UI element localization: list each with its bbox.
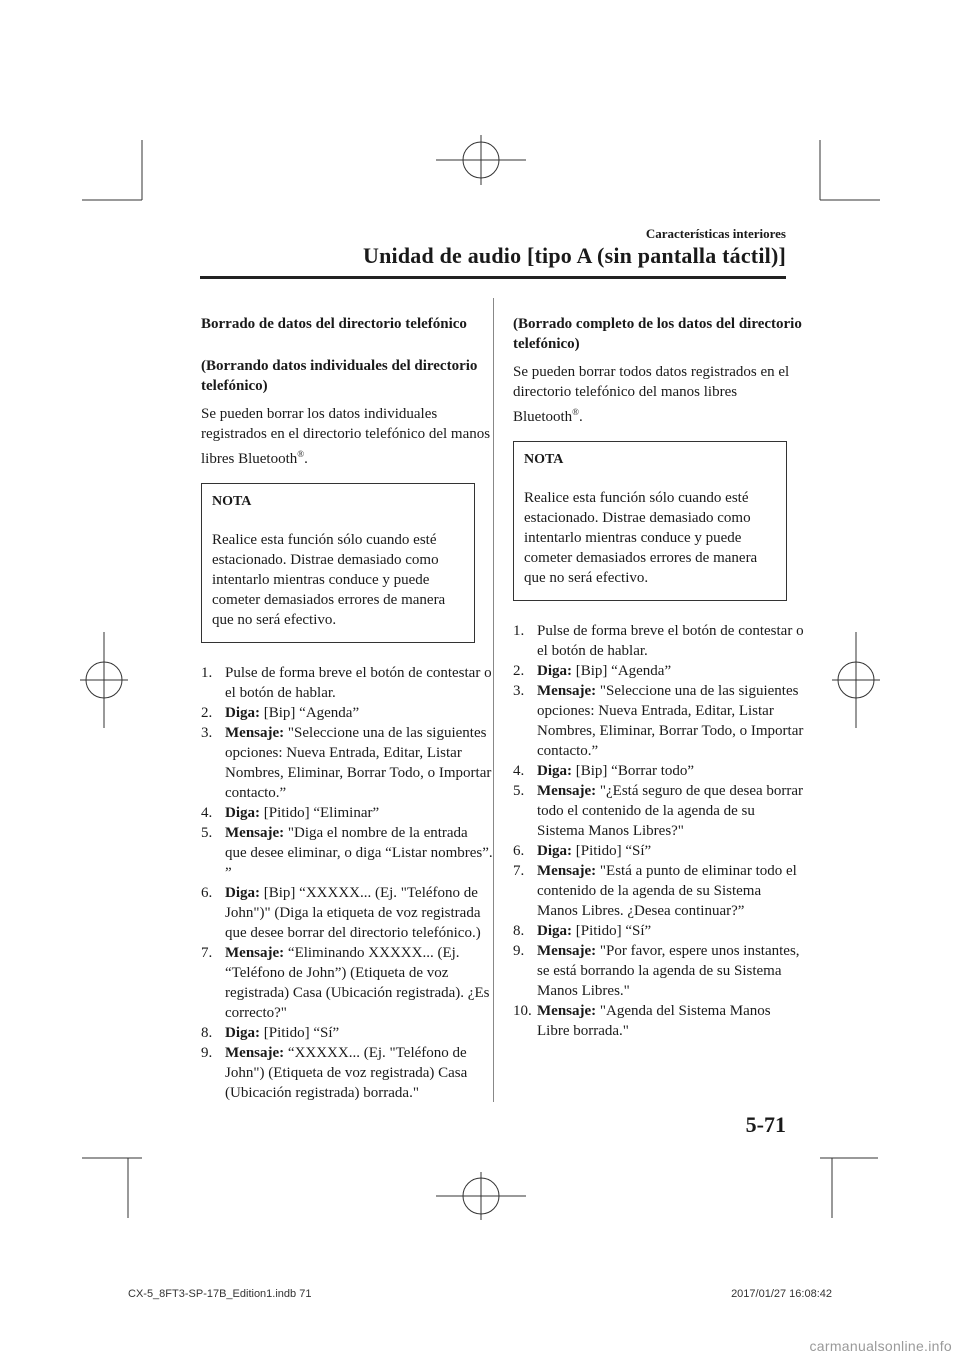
note-title: NOTA: [212, 494, 252, 509]
step-text: [Bip] “Agenda”: [260, 705, 360, 721]
step-item: [513, 941, 805, 1001]
footer-timestamp: 2017/01/27 16:08:42: [731, 1288, 832, 1300]
step-text: "¿Está seguro de que desea borrar todo el contenido de la agenda de su Sistema Manos Libres?": [537, 783, 804, 839]
step-number: 5.: [201, 825, 213, 841]
step-number: 7.: [513, 863, 525, 879]
note-body: Realice esta función sólo cuando esté estacionado. Distrae demasiado como intentarlo mientras conduce y puede cometer demasiados errores de manera que no será efectivo.: [524, 490, 758, 586]
step-label: Diga:: [225, 1025, 260, 1041]
step-number: 7.: [201, 945, 213, 961]
step-item: [513, 841, 805, 861]
step-item: [513, 1001, 805, 1041]
step-number: 9.: [513, 943, 525, 959]
right-column: [513, 314, 805, 1041]
step-text: [Bip] “Agenda”: [572, 663, 672, 679]
step-label: Mensaje:: [537, 863, 597, 879]
step-text: [Pitido] “Sí”: [572, 923, 652, 939]
intro-text-end: .: [579, 409, 583, 425]
intro-text: [513, 362, 805, 427]
left-column: [201, 314, 493, 1103]
step-item: [513, 921, 805, 941]
step-label: Diga:: [537, 763, 572, 779]
step-label: Diga:: [537, 843, 572, 859]
step-text: "Seleccione una de las siguientes opciones: Nueva Entrada, Editar, Listar Nombres, Eliminar, Borrar Todo, o Importar contacto.”: [225, 725, 492, 801]
registered-mark: ®: [297, 449, 305, 459]
step-item: [513, 661, 805, 681]
step-number: 2.: [513, 663, 525, 679]
note-box: [513, 441, 787, 601]
step-number: 1.: [201, 665, 213, 681]
step-label: Mensaje:: [537, 1003, 597, 1019]
step-label: Diga:: [537, 663, 572, 679]
step-number: 9.: [201, 1045, 213, 1061]
intro-text-end: .: [304, 451, 308, 467]
steps-list: [201, 663, 493, 1103]
subheading-individual: (Borrando datos individuales del directorio telefónico): [201, 358, 478, 394]
step-text: "Está a punto de eliminar todo el contenido de la agenda de su Sistema Manos Libres. ¿Desea continuar?”: [537, 863, 797, 919]
footer-file: CX-5_8FT3-SP-17B_Edition1.indb 71: [128, 1288, 312, 1300]
step-number: 2.: [201, 705, 213, 721]
step-number: 6.: [513, 843, 525, 859]
step-label: Mensaje:: [537, 783, 597, 799]
step-text: Pulse de forma breve el botón de contestar o el botón de hablar.: [537, 623, 804, 659]
step-text: "Por favor, espere unos instantes, se está borrando la agenda de su Sistema Manos Libres.": [537, 943, 800, 999]
intro-text: [201, 404, 493, 469]
step-text: [Pitido] “Sí”: [572, 843, 652, 859]
step-text: Pulse de forma breve el botón de contestar o el botón de hablar.: [225, 665, 492, 701]
step-number: 6.: [201, 885, 213, 901]
step-item: [513, 761, 805, 781]
step-label: Mensaje:: [225, 1045, 285, 1061]
note-body: Realice esta función sólo cuando esté estacionado. Distrae demasiado como intentarlo mientras conduce y puede cometer demasiados errores de manera que no será efectivo.: [212, 532, 446, 628]
step-item: [513, 861, 805, 921]
step-item: [201, 723, 493, 803]
step-item: [513, 781, 805, 841]
note-box: [201, 483, 475, 643]
page-number: 5-71: [745, 1112, 786, 1137]
step-label: Mensaje:: [537, 943, 597, 959]
step-item: [201, 703, 493, 723]
section-label: Características interiores: [645, 226, 786, 241]
header-rule: [200, 276, 786, 279]
step-number: 4.: [513, 763, 525, 779]
steps-list: [513, 621, 805, 1041]
intro-text-body: Se pueden borrar todos datos registrados en el directorio telefónico del manos libres Bluetooth: [513, 364, 790, 425]
step-number: 4.: [201, 805, 213, 821]
step-text: [Pitido] “Sí”: [260, 1025, 340, 1041]
section-heading: Borrado de datos del directorio telefónico: [201, 316, 467, 332]
step-item: [201, 883, 493, 943]
step-label: Diga:: [537, 923, 572, 939]
step-label: Mensaje:: [225, 725, 285, 741]
step-number: 8.: [201, 1025, 213, 1041]
step-text: "Seleccione una de las siguientes opciones: Nueva Entrada, Editar, Listar Nombres, Eliminar, Borrar Todo, o Importar contacto.”: [537, 683, 804, 759]
step-number: 8.: [513, 923, 525, 939]
registered-mark: ®: [572, 407, 580, 417]
step-text: "Agenda del Sistema Manos Libre borrada.": [537, 1003, 771, 1039]
column-divider: [493, 298, 494, 1102]
step-text: [Bip] “XXXXX... (Ej. "Teléfono de John")" (Diga la etiqueta de voz registrada que desee borrar del directorio telefónico.): [225, 885, 481, 941]
step-label: Mensaje:: [537, 683, 597, 699]
step-item: [201, 663, 493, 703]
step-item: [201, 803, 493, 823]
step-text: [Pitido] “Eliminar”: [260, 805, 380, 821]
step-label: Diga:: [225, 705, 260, 721]
step-number: 3.: [513, 683, 525, 699]
step-text: “Eliminando XXXXX... (Ej. “Teléfono de John”) (Etiqueta de voz registrada) Casa (Ubicación registrada). ¿Es correcto?": [225, 945, 490, 1021]
step-text: "Diga el nombre de la entrada que desee eliminar, o diga “Listar nombres”. ”: [225, 825, 493, 881]
step-item: [201, 1023, 493, 1043]
step-item: [201, 943, 493, 1023]
step-label: Diga:: [225, 885, 260, 901]
step-label: Mensaje:: [225, 825, 285, 841]
step-label: Mensaje:: [225, 945, 285, 961]
step-number: 1.: [513, 623, 525, 639]
step-number: 10.: [513, 1003, 532, 1019]
note-title: NOTA: [524, 452, 564, 467]
step-text: “XXXXX... (Ej. "Teléfono de John") (Etiqueta de voz registrada) Casa (Ubicación registrada) borrada.": [225, 1045, 468, 1101]
step-number: 3.: [201, 725, 213, 741]
step-text: [Bip] “Borrar todo”: [572, 763, 695, 779]
step-label: Diga:: [225, 805, 260, 821]
intro-text-body: Se pueden borrar los datos individuales registrados en el directorio telefónico del manos libres Bluetooth: [201, 406, 491, 467]
page-title: Unidad de audio [tipo A (sin pantalla táctil)]: [363, 243, 786, 268]
step-item: [201, 1043, 493, 1103]
step-item: [513, 621, 805, 661]
step-item: [201, 823, 493, 883]
subheading-complete: (Borrado completo de los datos del directorio telefónico): [513, 316, 802, 352]
step-item: [513, 681, 805, 761]
step-number: 5.: [513, 783, 525, 799]
watermark: carmanualsonline.info: [809, 1338, 952, 1354]
